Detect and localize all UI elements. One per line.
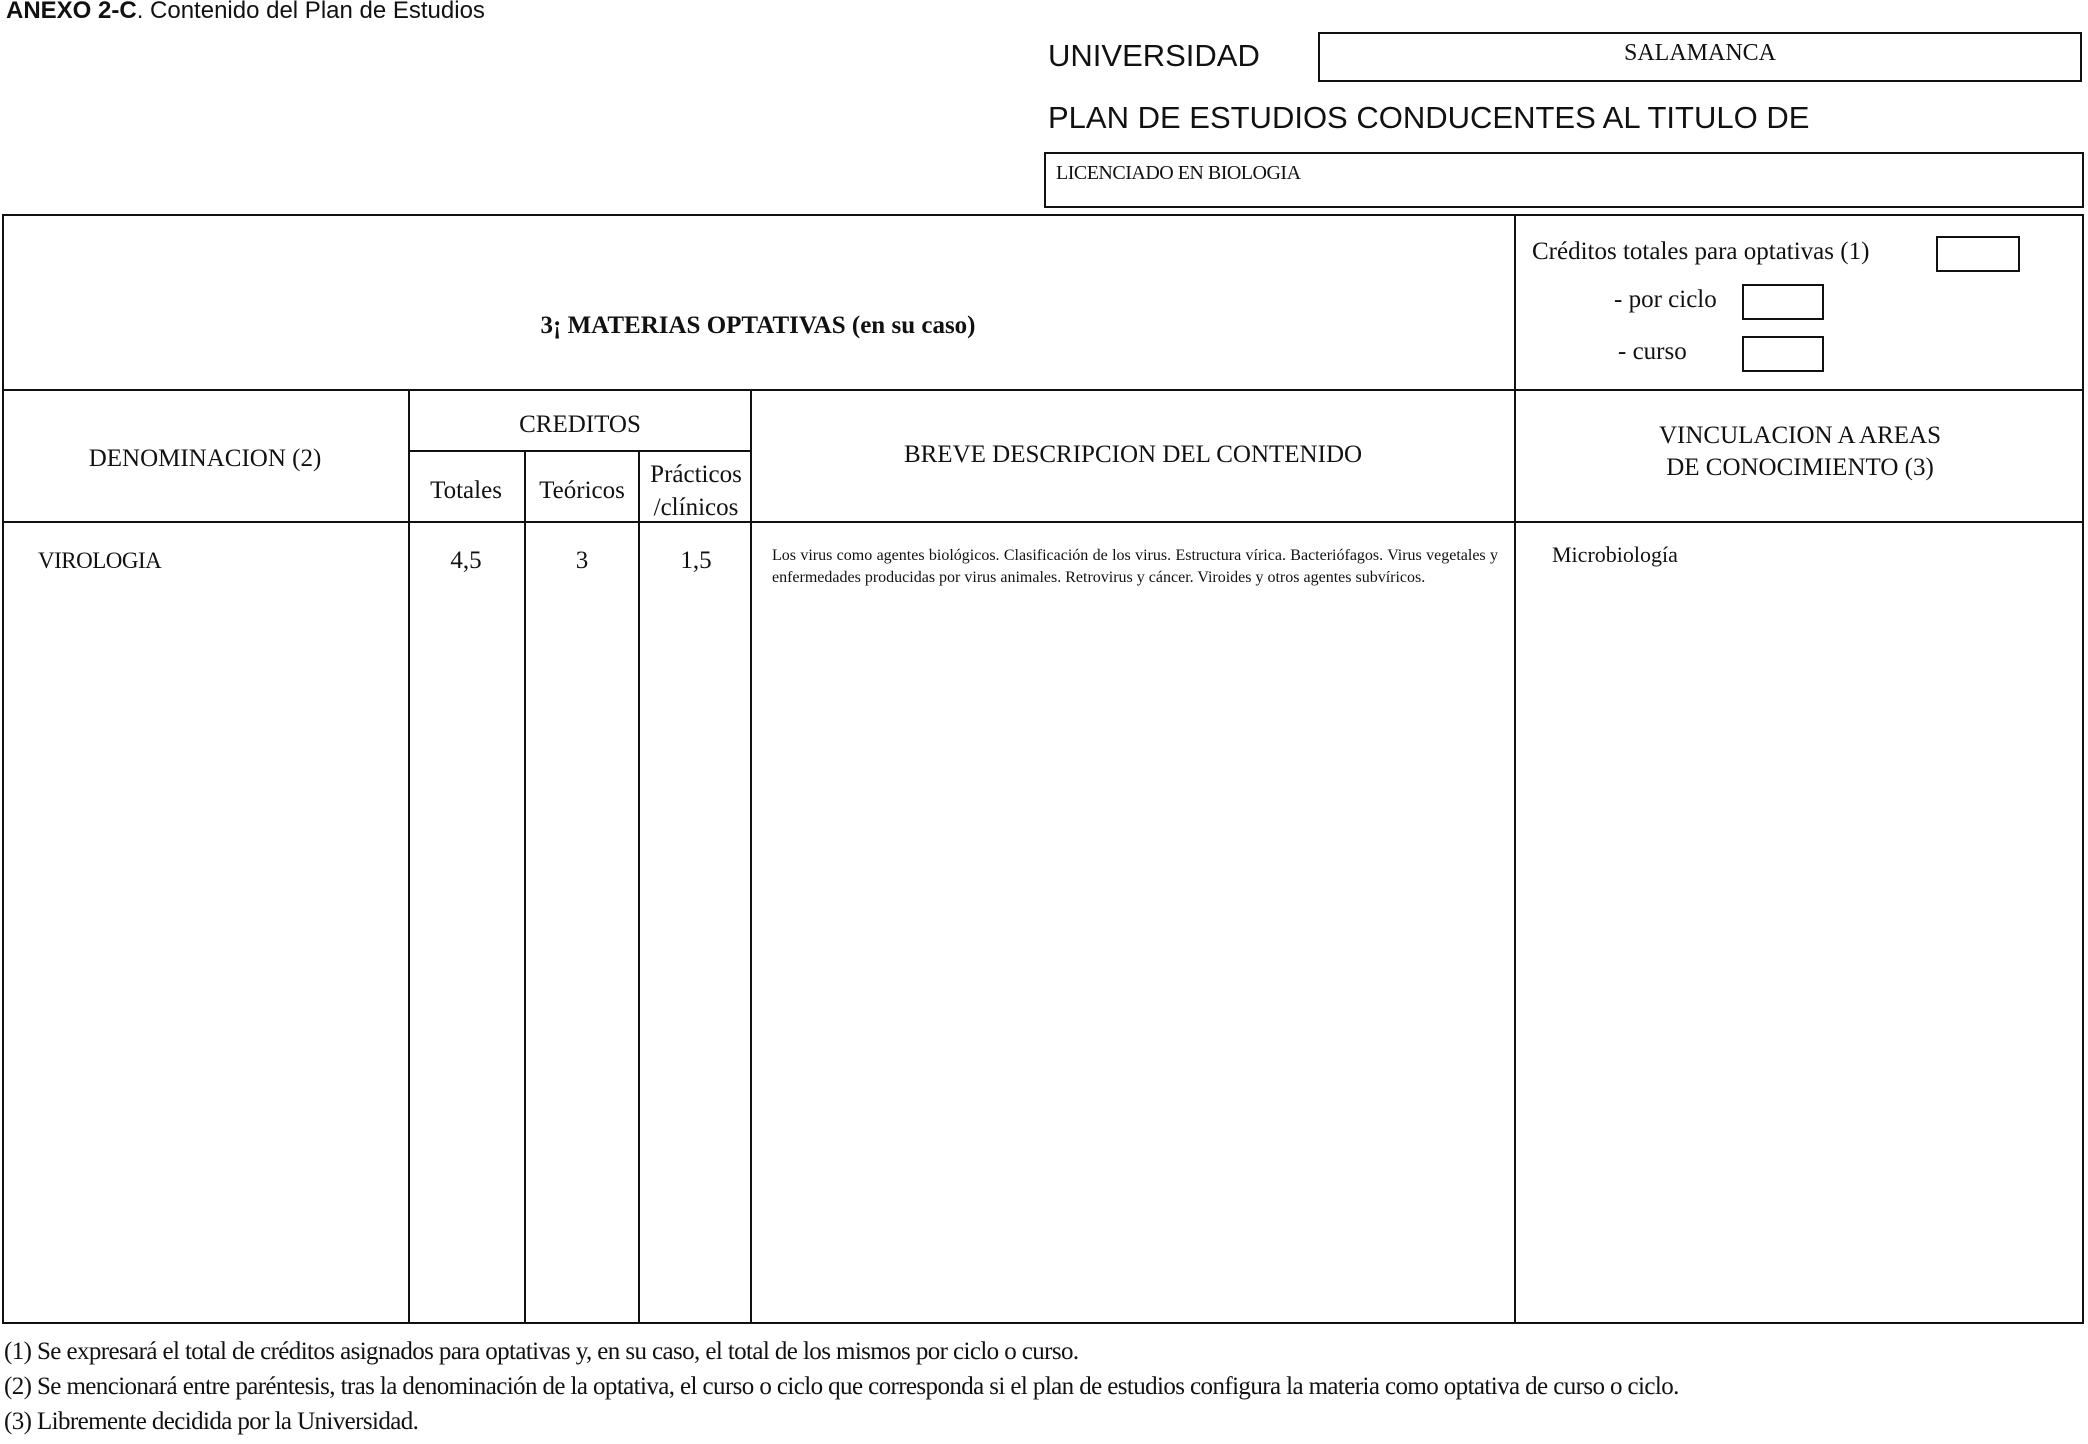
footnotes: [4, 1334, 1679, 1439]
header-row-bottom-line: [2, 521, 2084, 523]
course-input[interactable]: [1742, 336, 1824, 372]
university-value: SALAMANCA: [1623, 40, 1776, 66]
degree-value: LICENCIADO EN BIOLOGIA: [1056, 162, 1301, 184]
header-practicos-line1: Prácticos: [650, 461, 742, 488]
header-creditos: CREDITOS: [519, 411, 641, 438]
header-teoricos: Teóricos: [539, 477, 625, 504]
credits-total-input[interactable]: [1936, 236, 2020, 272]
course-label: - curso: [1618, 338, 1687, 365]
header-vinculacion: [1516, 420, 2084, 484]
header-totales: Totales: [430, 477, 502, 504]
header-vinculacion-line2: DE CONOCIMIENTO (3): [1666, 454, 1934, 481]
cell-practicos: 1,5: [680, 547, 712, 574]
col-line-denominacion: [408, 389, 410, 1324]
header-denominacion: DENOMINACION (2): [88, 445, 322, 472]
creditos-subheader-line: [408, 450, 752, 452]
col-line-totales: [524, 450, 526, 1324]
per-cycle-label: - por ciclo: [1614, 286, 1717, 313]
header-vinculacion-line1: VINCULACION A AREAS: [1659, 422, 1941, 449]
cell-denominacion: VIROLOGIA: [38, 548, 162, 573]
annex-label: ANEXO 2-C: [6, 0, 137, 24]
credits-total-label: Créditos totales para optativas (1): [1532, 238, 1870, 265]
footnote-1: (1) Se expresará el total de créditos asignados para optativas y, en su caso, el total de los mismos por ciclo o curso.: [4, 1338, 1079, 1365]
header-practicos: [640, 458, 752, 524]
annex-heading: [6, 0, 485, 25]
annex-title: . Contenido del Plan de Estudios: [136, 0, 485, 24]
main-table: [2, 214, 2084, 1324]
cell-teoricos: 3: [575, 547, 589, 574]
header-practicos-line2: /clínicos: [653, 494, 739, 521]
cell-descripcion: Los virus como agentes biológicos. Clasificación de los virus. Estructura vírica. Bacteriófagos. Virus vegetales y enfermedades producidas por virus animales. Retrovirus y cáncer. Viroides y otros agentes subvíricos.: [772, 547, 1498, 586]
section-divider: [2, 389, 2084, 391]
plan-label: PLAN DE ESTUDIOS CONDUCENTES AL TITULO DE: [1048, 100, 1810, 135]
footnote-2: (2) Se mencionará entre paréntesis, tras la denominación de la optativa, el curso o ciclo que corresponda si el plan de estudios configura la materia como optativa de curso o ciclo.: [4, 1373, 1679, 1400]
cell-totales: 4,5: [450, 547, 482, 574]
col-line-teoricos: [638, 450, 640, 1324]
footnote-3: (3) Libremente decidida por la Universidad.: [4, 1408, 419, 1435]
col-line-practicos: [750, 389, 752, 1324]
section-vertical-divider: [1514, 214, 1516, 1324]
header-descripcion: BREVE DESCRIPCION DEL CONTENIDO: [903, 441, 1363, 468]
section-title: 3¡ MATERIAS OPTATIVAS (en su caso): [540, 312, 976, 339]
per-cycle-input[interactable]: [1742, 284, 1824, 320]
university-label: UNIVERSIDAD: [1048, 38, 1260, 73]
cell-area: Microbiología: [1552, 542, 1678, 567]
